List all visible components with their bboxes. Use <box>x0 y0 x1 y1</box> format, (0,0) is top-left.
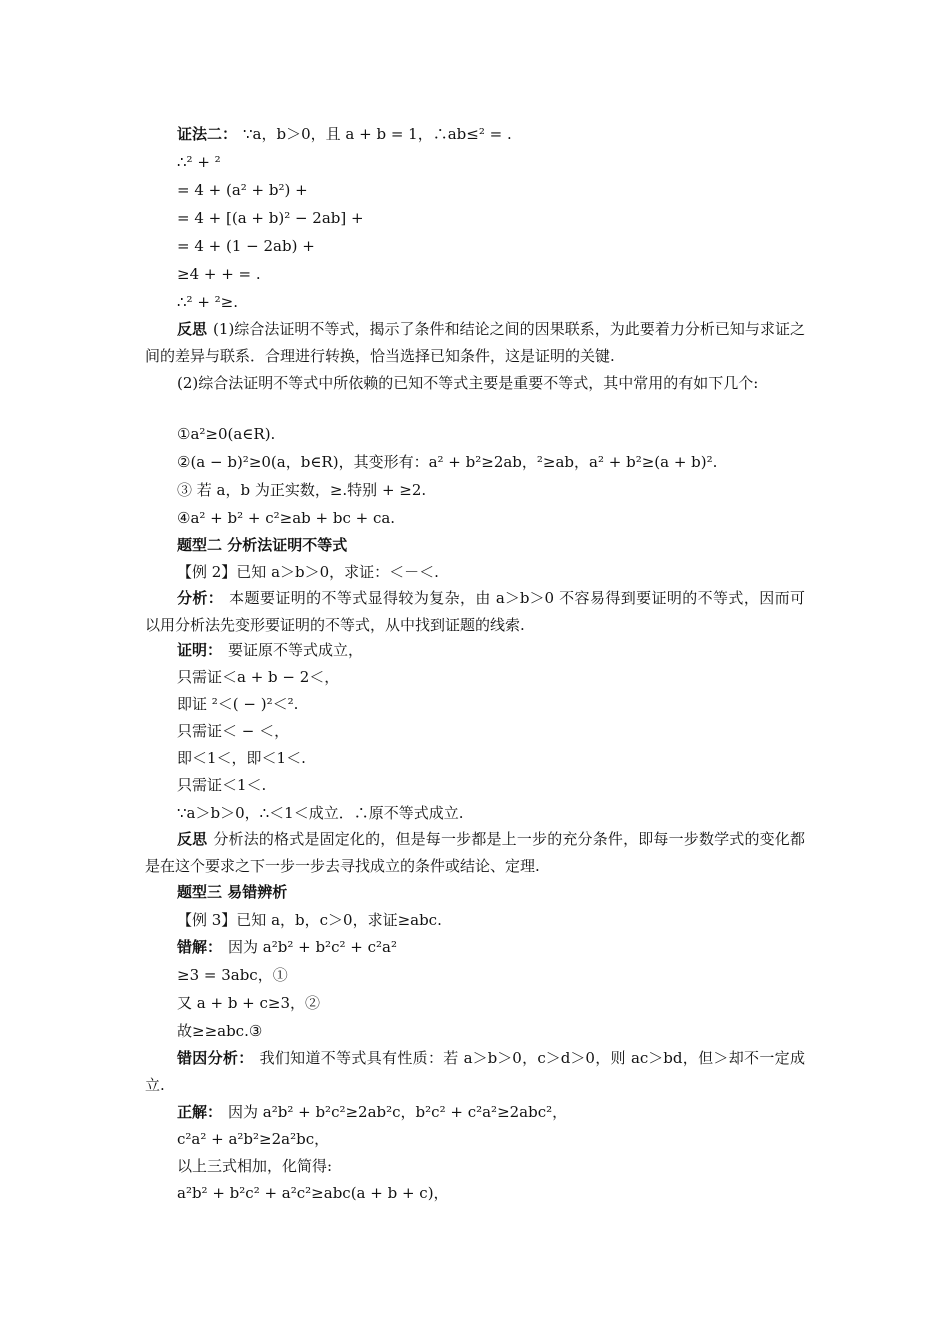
reflection1-paragraph1: 反思 (1)综合法证明不等式，揭示了条件和结论之间的因果联系，为此要着力分析已知与求证之间的差异与联系．合理进行转换，恰当选择已知条件，这是证明的关键. <box>145 320 805 365</box>
type2-analysis-label: 分析： <box>177 589 224 607</box>
type3-wrong-line1: 错解： 因为 a²b² + b²c² + c²a² <box>177 938 397 956</box>
type3-correct-line4: a²b² + b²c² + a²c²≥abc(a + b + c)， <box>177 1184 449 1202</box>
proof2-line4: = 4 + [(a + b)² − 2ab] + <box>177 209 364 227</box>
type2-proof-line3: 即证 ²＜( − )²＜². <box>177 695 299 713</box>
type3-correct-label: 正解： <box>177 1103 223 1121</box>
type3-cause-label: 错因分析： <box>177 1049 254 1067</box>
type2-reflection: 反思 分析法的格式是固定化的，但是每一步都是上一步的充分条件，即每一步数学式的变化都是在这个要求之下一步一步去寻找成立的条件或结论、定理. <box>145 830 805 875</box>
type3-wrong-label: 错解： <box>177 938 223 956</box>
type3-wrong-line2: ≥3 = 3abc，① <box>177 966 288 984</box>
reflection1-item1: ①a²≥0(a∈R). <box>177 425 276 443</box>
proof2-line7: ∴² + ²≥. <box>177 293 239 311</box>
type2-proof-line7: ∵a＞b＞0，∴＜1＜成立．∴原不等式成立. <box>177 804 464 822</box>
proof2-line6: ≥4 + + = . <box>177 265 261 283</box>
reflection1-item3: ③ 若 a，b 为正实数，≥.特别 + ≥2. <box>177 481 427 499</box>
type2-analysis: 分析： 本题要证明的不等式显得较为复杂，由 a＞b＞0 不容易得到要证明的不等式，因而可以用分析法先变形要证明的不等式，从中找到证题的线索. <box>145 589 805 634</box>
proof2-label: 证法二： <box>177 125 238 143</box>
reflection1-item2: ②(a − b)²≥0(a，b∈R)，其变形有：a² + b²≥2ab，²≥ab，a² + b²≥(a + b)². <box>177 453 718 471</box>
type2-proof-line5: 即＜1＜，即＜1＜. <box>177 749 306 767</box>
reflection1-paragraph2: (2)综合法证明不等式中所依赖的已知不等式主要是重要不等式，其中常用的有如下几个: <box>177 374 759 392</box>
type2-proof-line6: 只需证＜1＜. <box>177 776 267 794</box>
type3-cause: 错因分析： 我们知道不等式具有性质：若 a＞b＞0，c＞d＞0，则 ac＞bd，但＞却不一定成立. <box>145 1049 805 1094</box>
type3-correct-line2: c²a² + a²b²≥2a²bc， <box>177 1130 330 1148</box>
type2-proof-line2: 只需证＜a + b − 2＜， <box>177 668 340 686</box>
type3-correct-line3: 以上三式相加，化简得: <box>177 1157 333 1175</box>
reflection1-item4: ④a² + b² + c²≥ab + bc + ca. <box>177 509 396 527</box>
type2-example: 【例 2】已知 a＞b＞0，求证：＜－＜. <box>177 563 439 581</box>
type3-correct-line1: 正解： 因为 a²b² + b²c²≥2ab²c，b²c² + c²a²≥2abc²， <box>177 1103 568 1121</box>
type3-wrong-line3: 又 a + b + c≥3，② <box>177 994 321 1012</box>
type3-heading: 题型三 易错辨析 <box>177 883 288 901</box>
reflection1-label: 反思 <box>177 320 208 338</box>
type2-proof-line4: 只需证＜ − ＜， <box>177 722 290 740</box>
proof2-line2: ∴² + ² <box>177 153 221 171</box>
type3-example: 【例 3】已知 a，b，c＞0，求证≥abc. <box>177 911 442 929</box>
type2-proof-line1: 证明： 要证原不等式成立， <box>177 641 364 659</box>
proof2-line3: = 4 + (a² + b²) + <box>177 181 308 199</box>
proof2-line1: 证法二： ∵a，b＞0，且 a + b = 1，∴ab≤² = . <box>177 125 512 143</box>
proof2-line5: = 4 + (1 − 2ab) + <box>177 237 315 255</box>
type2-proof-label: 证明： <box>177 641 223 659</box>
type3-wrong-line4: 故≥≥abc.③ <box>177 1022 263 1040</box>
type2-heading: 题型二 分析法证明不等式 <box>177 536 348 554</box>
type2-reflection-label: 反思 <box>177 830 208 848</box>
